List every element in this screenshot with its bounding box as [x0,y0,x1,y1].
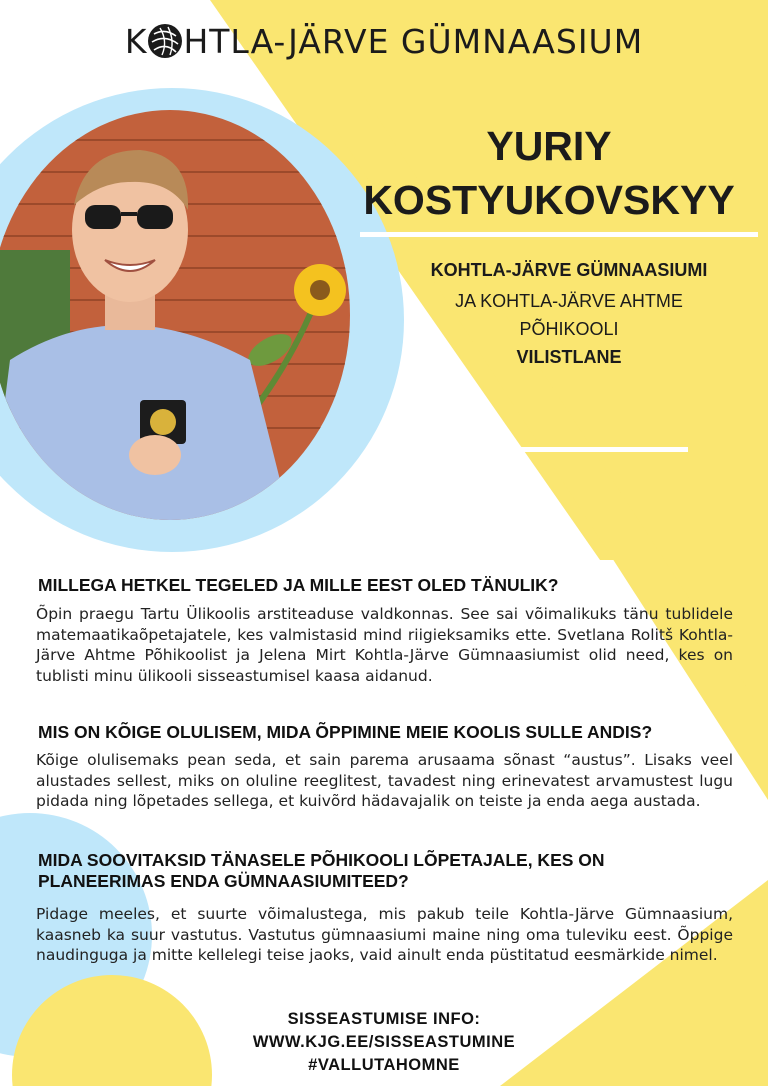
subtitle-line-3: PÕHIKOOLI [519,319,619,339]
answer-1: Õpin praegu Tartu Ülikoolis arstiteaduse valdkonnas. See sai võimalikuks tänu tublidele matemaatikaõpetajatele, kes valmistasid mind riigieksamiks ette. Svetlana Rolitš Kohtla-Järve Ahtme Põhikoolist ja Jelena Mirt Kohtla-Järve Gümnaasiumist olid need, kes on tublisti minu ülikooli sisseastumisel kaasa aidanud. [36,605,733,685]
graduate-last-name: KOSTYUKOVSKYY [363,177,735,223]
graduate-first-name: YURIY [486,123,612,169]
question-1: MILLEGA HETKEL TEGELED JA MILLE EEST OLED TÄNULIK? [38,575,559,595]
divider-top [360,232,758,237]
portrait-photo [0,110,350,520]
logo-text-start: K [124,22,148,61]
school-logo [0,22,768,61]
subtitle-line-1: KOHTLA-JÄRVE GÜMNAASIUMI [430,260,708,280]
subtitle-line-4: VILISTLANE [516,347,622,367]
footer-admission-label: SISSEASTUMISE INFO: [287,1010,481,1028]
question-3: MIDA SOOVITAKSID TÄNASELE PÕHIKOOLI LÕPETAJALE, KES ON PLANEERIMAS ENDA GÜMNAASIUMITEED? [38,850,605,891]
question-2: MIS ON KÕIGE OLULISEM, MIDA ÕPPIMINE MEIE KOOLIS SULLE ANDIS? [38,722,653,742]
footer-hashtag: #VALLUTAHOMNE [308,1056,460,1074]
footer-website-link[interactable]: WWW.KJG.EE/SISSEASTUMINE [252,1033,516,1051]
answer-2: Kõige olulisemaks pean seda, et sain parema arusaama sõnast “austus”. Lisaks veel alustades sellest, miks on oluline reeglitest, tavadest ning erinevatest arvamustest lugu pidada ning lõpetades sellega, et kuivõrd hädavajalik on teiste ja enda aega austada. [36,751,733,810]
logo-text-end: HTLA-JÄRVE GÜMNAASIUM [183,22,644,61]
divider-bottom [460,447,688,452]
subtitle-line-2: JA KOHTLA-JÄRVE AHTME [455,291,683,311]
logo-globe-icon [148,24,182,58]
answer-3: Pidage meeles, et suurte võimalustega, mis pakub teile Kohtla-Järve Gümnaasium, kaasneb ka suur vastutus. Vastutus gümnaasiumi maine ning oma tuleviku eest. Õppige naudinguga ja mitte kellelegi teise jaoks, vaid ainult enda püstitatud eesmärkide nimel. [36,905,733,964]
